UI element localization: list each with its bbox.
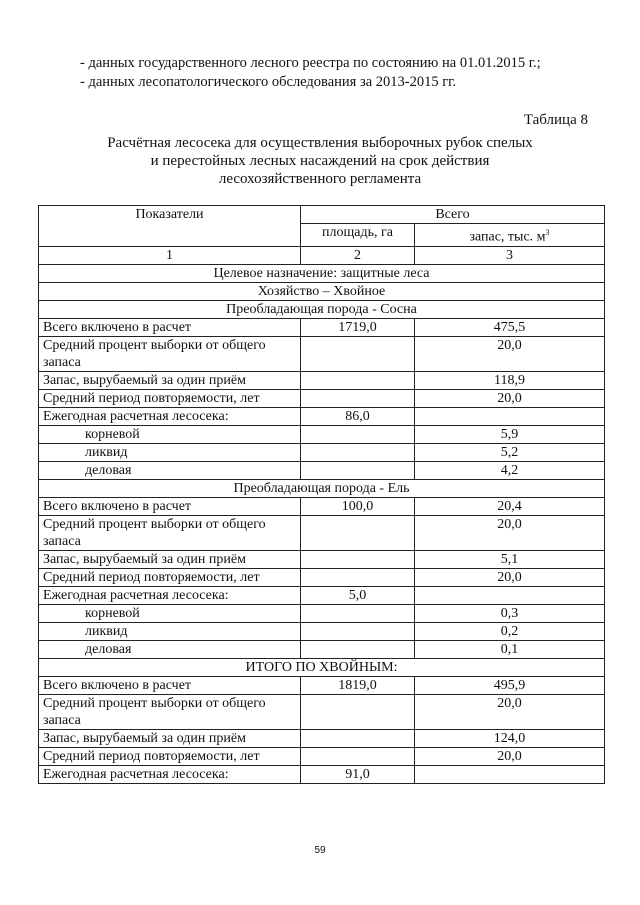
row-area <box>301 604 415 622</box>
row-label: Всего включено в расчет <box>39 676 301 694</box>
table-row <box>39 371 605 389</box>
row-label: ликвид <box>39 622 301 640</box>
table-row <box>39 550 605 568</box>
title-line-3: лесохозяйственного регламента <box>218 171 422 187</box>
row-area <box>301 622 415 640</box>
table-row <box>39 568 605 586</box>
table-label: Таблица 8 <box>523 112 588 128</box>
column-numbers-row <box>39 246 605 264</box>
table-row <box>39 497 605 515</box>
row-stock: 118,9 <box>415 371 605 389</box>
row-stock <box>415 407 605 425</box>
section-spruce-label: Преобладающая порода - Ель <box>39 479 605 497</box>
header-stock <box>415 224 605 247</box>
row-area <box>301 389 415 407</box>
table-row <box>39 640 605 658</box>
row-stock: 20,0 <box>415 568 605 586</box>
row-stock: 20,0 <box>415 389 605 407</box>
row-stock: 20,4 <box>415 497 605 515</box>
col-num-1: 1 <box>39 246 301 264</box>
row-area <box>301 747 415 765</box>
header-total: Всего <box>301 206 605 224</box>
row-label: Средний процент выборки от общего запаса <box>39 694 301 729</box>
row-area <box>301 515 415 550</box>
col-num-3: 3 <box>415 246 605 264</box>
row-area <box>301 425 415 443</box>
row-label: Запас, вырубаемый за один приём <box>39 550 301 568</box>
forest-cut-table <box>38 205 605 784</box>
table-row <box>39 765 605 783</box>
row-stock: 20,0 <box>415 515 605 550</box>
col-num-2: 2 <box>301 246 415 264</box>
title-line-2: и перестойных лесных насаждений на срок действия <box>150 153 490 169</box>
table-row <box>39 586 605 604</box>
row-label: Средний процент выборки от общего запаса <box>39 336 301 371</box>
section-total-label: ИТОГО ПО ХВОЙНЫМ: <box>39 658 605 676</box>
section-total <box>39 658 605 676</box>
section-pine-label: Преобладающая порода - Сосна <box>39 300 605 318</box>
row-area <box>301 729 415 747</box>
row-area: 86,0 <box>301 407 415 425</box>
header-area: площадь, га <box>301 224 415 247</box>
row-label: Запас, вырубаемый за один приём <box>39 729 301 747</box>
page-number: 59 <box>314 845 326 856</box>
row-area <box>301 568 415 586</box>
row-area: 5,0 <box>301 586 415 604</box>
row-label: Ежегодная расчетная лесосека: <box>39 407 301 425</box>
section-farm <box>39 282 605 300</box>
table-row <box>39 747 605 765</box>
table-row <box>39 729 605 747</box>
section-spruce <box>39 479 605 497</box>
row-area: 100,0 <box>301 497 415 515</box>
row-area <box>301 371 415 389</box>
table-row <box>39 389 605 407</box>
row-stock: 124,0 <box>415 729 605 747</box>
row-stock: 20,0 <box>415 336 605 371</box>
table-row <box>39 336 605 371</box>
row-area <box>301 461 415 479</box>
section-purpose <box>39 264 605 282</box>
row-stock: 0,2 <box>415 622 605 640</box>
header-stock-text: запас, тыс. м <box>469 229 546 245</box>
row-label: деловая <box>39 640 301 658</box>
row-label: Запас, вырубаемый за один приём <box>39 371 301 389</box>
row-stock: 0,3 <box>415 604 605 622</box>
section-farm-label: Хозяйство – Хвойное <box>39 282 605 300</box>
row-stock: 0,1 <box>415 640 605 658</box>
table-row <box>39 461 605 479</box>
table-title <box>0 134 640 188</box>
row-stock: 5,1 <box>415 550 605 568</box>
row-label: ликвид <box>39 443 301 461</box>
row-label: Средний период повторяемости, лет <box>39 568 301 586</box>
row-area <box>301 443 415 461</box>
table-row <box>39 622 605 640</box>
section-purpose-label: Целевое назначение: защитные леса <box>39 264 605 282</box>
title-line-1: Расчётная лесосека для осуществления выборочных рубок спелых <box>107 135 533 151</box>
row-stock: 475,5 <box>415 318 605 336</box>
row-label: корневой <box>39 425 301 443</box>
row-label: Ежегодная расчетная лесосека: <box>39 586 301 604</box>
row-stock <box>415 765 605 783</box>
row-area <box>301 640 415 658</box>
row-label: деловая <box>39 461 301 479</box>
header-indicators: Показатели <box>39 206 301 247</box>
row-area <box>301 550 415 568</box>
row-area <box>301 694 415 729</box>
table-row <box>39 318 605 336</box>
table-row <box>39 604 605 622</box>
row-stock: 5,2 <box>415 443 605 461</box>
row-area: 1819,0 <box>301 676 415 694</box>
row-stock: 4,2 <box>415 461 605 479</box>
section-pine <box>39 300 605 318</box>
row-label: Средний процент выборки от общего запаса <box>39 515 301 550</box>
table-row <box>39 515 605 550</box>
intro-line-2: - данных лесопатологического обследования за 2013-2015 гг. <box>80 74 457 90</box>
row-label: Средний период повторяемости, лет <box>39 747 301 765</box>
table-row <box>39 676 605 694</box>
table-row <box>39 407 605 425</box>
row-stock: 20,0 <box>415 747 605 765</box>
row-label: Ежегодная расчетная лесосека: <box>39 765 301 783</box>
row-area: 1719,0 <box>301 318 415 336</box>
row-area <box>301 336 415 371</box>
row-stock: 20,0 <box>415 694 605 729</box>
row-stock: 495,9 <box>415 676 605 694</box>
table-row <box>39 694 605 729</box>
row-label: Средний период повторяемости, лет <box>39 389 301 407</box>
table-row <box>39 443 605 461</box>
row-label: Всего включено в расчет <box>39 497 301 515</box>
row-stock <box>415 586 605 604</box>
row-area: 91,0 <box>301 765 415 783</box>
header-stock-sup: 3 <box>545 228 550 237</box>
row-label: Всего включено в расчет <box>39 318 301 336</box>
header-row <box>39 206 605 224</box>
table-row <box>39 425 605 443</box>
row-label: корневой <box>39 604 301 622</box>
row-stock: 5,9 <box>415 425 605 443</box>
intro-line-1: - данных государственного лесного реестра по состоянию на 01.01.2015 г.; <box>80 55 541 71</box>
